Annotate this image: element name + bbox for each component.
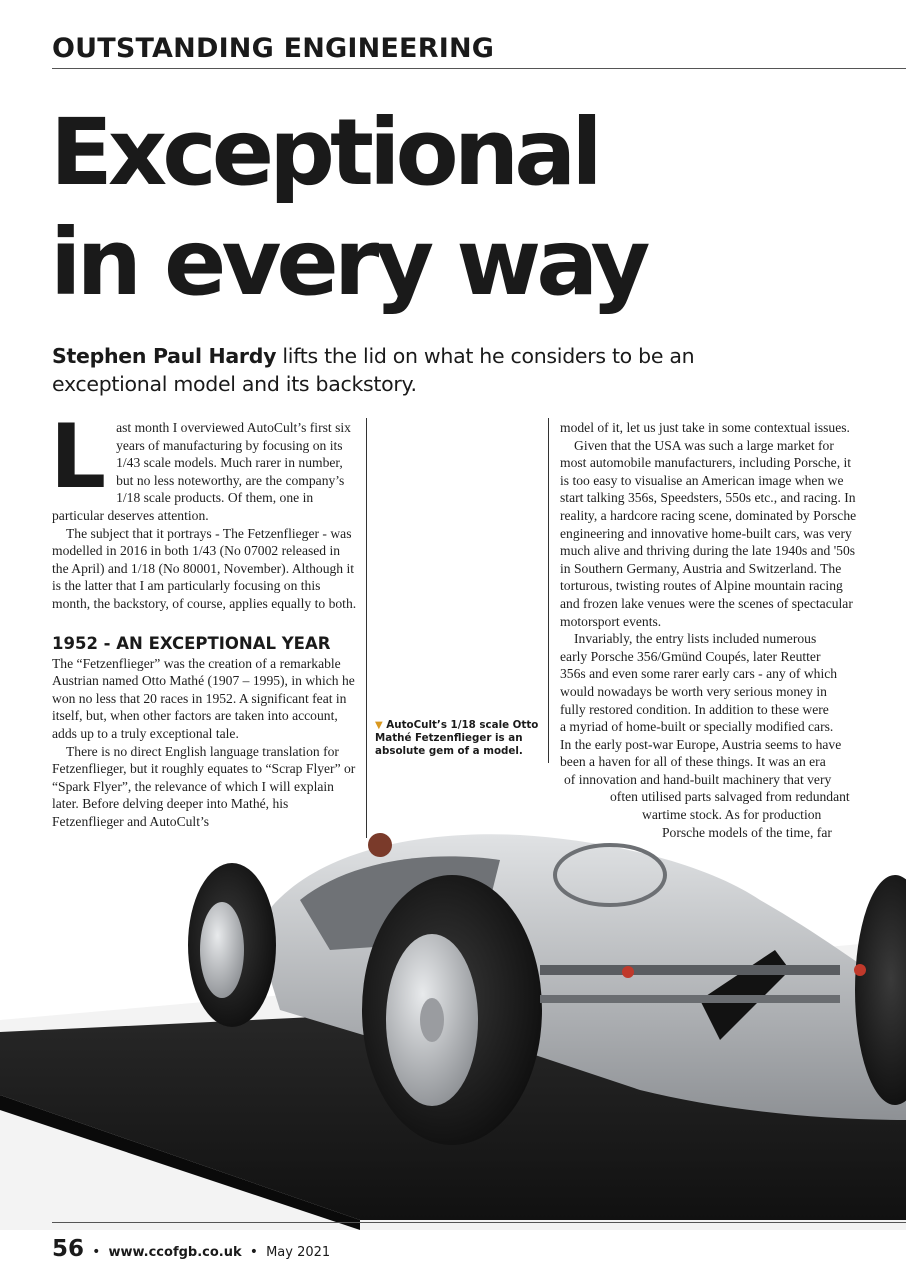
paragraph: There is no direct English language translation for Fetzenflieger, but it roughly equates to “Scrap Flyer” or “Spark Flyer”, the relevance of which I will explain later. Before delving deeper into Mathé, his Fetzenflieger and AutoCult’s bbox=[52, 743, 356, 829]
caption-triangle-icon: ▼ bbox=[375, 720, 383, 731]
suspension-bar bbox=[540, 965, 840, 975]
engine-component bbox=[368, 833, 392, 857]
text-line: Porsche models of the time, far bbox=[662, 824, 832, 840]
headline-line-1: Exceptional bbox=[50, 99, 598, 206]
text-line: of innovation and hand-built machinery that very bbox=[564, 771, 832, 787]
hub-cap bbox=[420, 998, 444, 1042]
section-header: OUTSTANDING ENGINEERING bbox=[52, 33, 495, 64]
page-number: 56 bbox=[52, 1236, 85, 1262]
rear-hub bbox=[200, 902, 244, 998]
paragraph: Given that the USA was such a large market for most automobile manufacturers, including Porsche, it is too easy to visualise an American image when we start talking 356s, Speedsters, 550s etc., and racing. In reality, a hardcore racing scene, dominated by Porsche engineering and innovative home-built cars, was very much alive and thriving during the late 1940s and '50s in Southern Germany, Austria and Switzerland. The torturous, twisting routes of Alpine mountain racing and frozen lake venues were the scenes of spectacular motorsport events. bbox=[560, 437, 857, 629]
standfirst bbox=[52, 342, 732, 398]
text-line: wartime stock. As for production bbox=[642, 807, 822, 823]
column-divider bbox=[366, 418, 367, 838]
article-column-1 bbox=[50, 405, 358, 830]
photo-caption bbox=[375, 719, 540, 758]
text-line: In the early post-war Europe, Austria seems to have bbox=[560, 736, 842, 752]
text-line: Invariably, the entry lists included numerous bbox=[574, 631, 817, 647]
author-name: Stephen Paul Hardy bbox=[52, 344, 277, 368]
subheading: 1952 - AN EXCEPTIONAL YEAR bbox=[52, 633, 331, 653]
standfirst-text: lifts the lid on what he considers to be an exceptional model and its backstory. bbox=[52, 344, 695, 396]
text-line: been a haven for all of these things. It was an era bbox=[560, 754, 826, 770]
model-car-photo bbox=[0, 790, 906, 1230]
column-divider bbox=[548, 418, 549, 763]
headline bbox=[50, 98, 645, 318]
paragraph: ast month I overviewed AutoCult’s first six years of manufacturing by focusing on its 1/43 scale models. Much rarer in number, but no less noteworthy, are the company’s 1/18 scale products. Of them, one in particular deserves attention. bbox=[52, 420, 351, 523]
suspension-detail bbox=[622, 966, 634, 978]
article-column-3 bbox=[560, 419, 863, 841]
text-line: would nowadays be worth very serious money in bbox=[560, 683, 827, 699]
page-footer bbox=[52, 1236, 330, 1262]
footer-rule bbox=[52, 1222, 906, 1223]
text-line: early Porsche 356/Gmünd Coupés, later Reutter bbox=[560, 648, 821, 664]
paragraph: model of it, let us just take in some contextual issues. bbox=[560, 420, 850, 435]
separator: • bbox=[92, 1244, 101, 1260]
paragraph bbox=[560, 630, 863, 841]
text-line: a myriad of home-built or specially modified cars. bbox=[560, 719, 834, 735]
text-line: often utilised parts salvaged from redundant bbox=[610, 789, 850, 805]
suspension-detail bbox=[854, 964, 866, 976]
suspension-bar bbox=[540, 995, 840, 1003]
issue-date: May 2021 bbox=[266, 1245, 331, 1260]
headline-line-2: in every way bbox=[50, 209, 646, 316]
header-rule bbox=[52, 68, 906, 69]
paragraph: The “Fetzenflieger” was the creation of a remarkable Austrian named Otto Mathé (1907 – 1995), in which he won no less that 20 races in 1952. A significant feat in itself, but, when other factors are taken into account, adds up to a truly exceptional tale. bbox=[52, 655, 355, 741]
website-url: www.ccofgb.co.uk bbox=[108, 1245, 242, 1260]
caption-text: AutoCult’s 1/18 scale Otto Mathé Fetzenflieger is an absolute gem of a model. bbox=[375, 719, 539, 757]
separator: • bbox=[249, 1244, 258, 1260]
text-line: fully restored condition. In addition to these were bbox=[560, 701, 829, 717]
text-line: 356s and even some rarer early cars - any of which bbox=[560, 666, 838, 682]
drop-cap: L bbox=[50, 405, 107, 508]
paragraph: The subject that it portrays - The Fetzenflieger - was modelled in 2016 in both 1/43 (No 07002 released in the April) and 1/18 (No 80001, November). Although it is the latter that I am particularly focusing on this month, the backstory, of course, applies equally to both. bbox=[52, 525, 357, 611]
